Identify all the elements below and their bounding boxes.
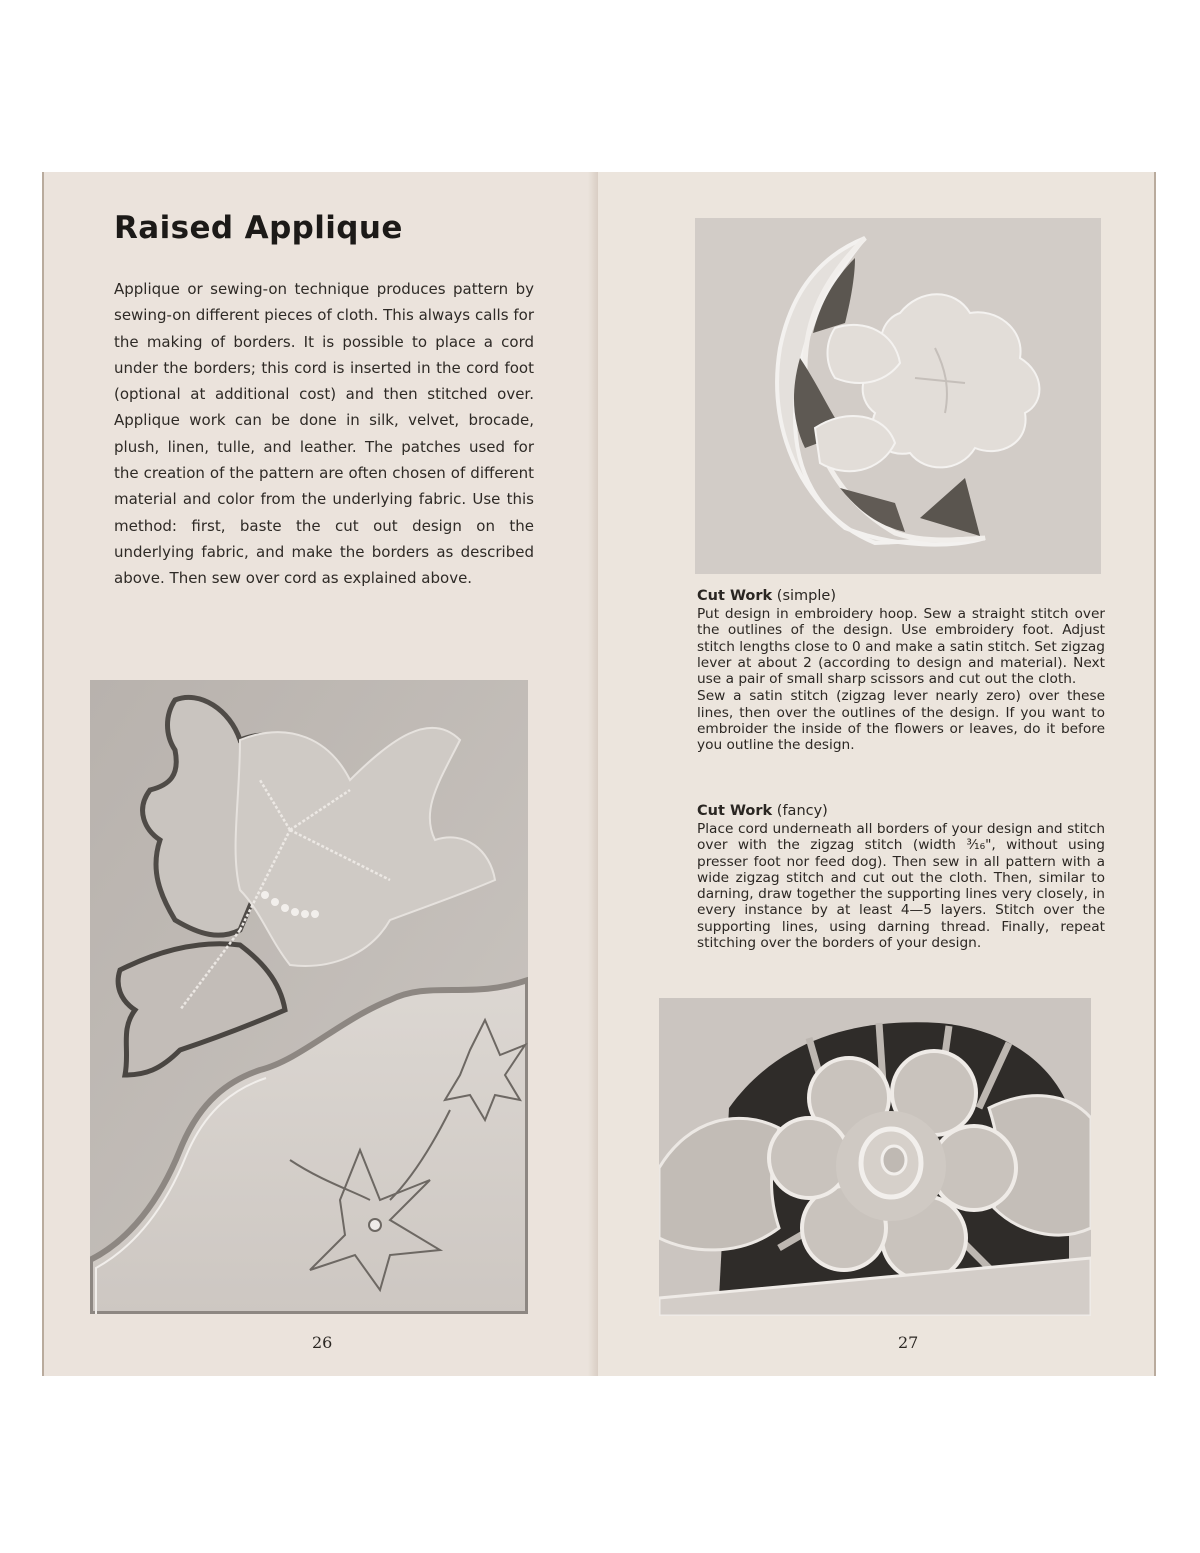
cut-work-simple-text-2: Sew a satin stitch (zigzag lever nearly zero) over these lines, then over the outlines of the design. If you want to embroider the inside of the flowers or leaves, do it before you outline the design. — [697, 688, 1105, 754]
page-number: 26 — [312, 1333, 333, 1352]
page-edge — [42, 172, 44, 1376]
applique-body-text: Applique or sewing-on technique produces pattern by sewing-on different pieces of cloth. This always calls for the making of borders. It is possible to place a cord under the borders; this cord is inserted in the cord foot (optional at additional cost) and then stitched over. Applique work can be done in silk, velvet, brocade, plush, linen, tulle, and leather. The patches used for the creation of the pattern are often chosen of different material and color from the underlying fabric. Use this method: first, baste the cut out design on the underlying fabric, and make the borders as described above. Then sew over cord as explained above. — [114, 280, 534, 588]
cut-work-fancy-text: Place cord underneath all borders of your design and stitch over with the zigzag stitch (width ³⁄₁₆", without using presser foot nor feed dog). Then sew in all pattern with a wide zigzag stitch and cut out the cloth. Then, similar to darning, draw together the supporting lines very closely, in every instance by at least 4—5 layers. Stitch over the supporting lines, using darning thread. Finally, repeat stitching over the borders of your design. — [697, 821, 1105, 952]
cut-work-fancy-heading — [697, 803, 1105, 819]
cut-work-fancy-section — [697, 803, 1105, 951]
cut-work-simple-heading — [697, 588, 1105, 604]
page-edge — [1154, 172, 1156, 1376]
cut-work-simple-photo — [695, 218, 1101, 574]
cut-work-simple-text-1: Put design in embroidery hoop. Sew a straight stitch over the outlines of the design. Use embroidery foot. Adjust stitch lengths close to 0 and make a satin stitch. Set zigzag lever at about 2 (according to design and material). Next use a pair of small sharp scissors and cut out the cloth. — [697, 606, 1105, 688]
section-qualifier: (simple) — [776, 588, 836, 604]
page-title: Raised Applique — [114, 210, 403, 246]
cut-work-fancy-photo — [659, 998, 1091, 1316]
left-page — [42, 172, 598, 1376]
applique-photo — [90, 680, 528, 1314]
page-number: 27 — [898, 1333, 919, 1352]
book-spread — [42, 172, 1156, 1376]
section-title: Cut Work — [697, 803, 773, 819]
cut-work-simple-section — [697, 588, 1105, 754]
section-title: Cut Work — [697, 588, 773, 604]
right-page — [598, 172, 1156, 1376]
section-qualifier: (fancy) — [776, 803, 828, 819]
